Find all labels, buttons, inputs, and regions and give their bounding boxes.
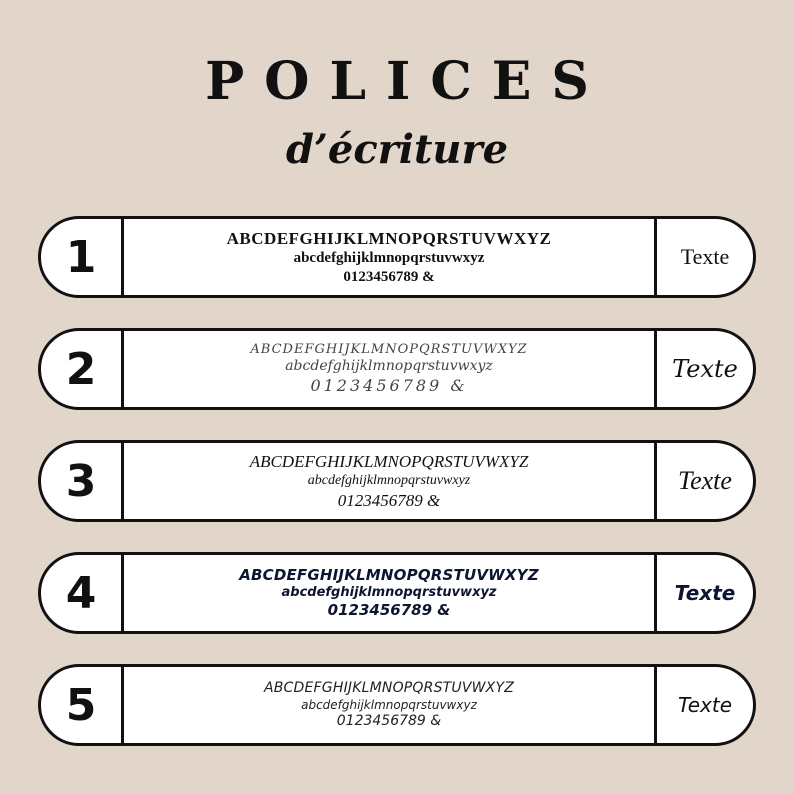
sample-lowercase: abcdefghijklmnopqrstuvwxyz	[293, 249, 485, 266]
font-number: 1	[41, 219, 124, 295]
sample-uppercase: ABCDEFGHIJKLMNOPQRSTUVWXYZ	[226, 228, 552, 248]
sample-lowercase: abcdefghijklmnopqrstuvwxyz	[301, 697, 477, 712]
font-number: 2	[41, 331, 124, 407]
font-number: 4	[41, 555, 124, 631]
font-number: 3	[41, 443, 124, 519]
font-option-5[interactable]	[38, 664, 756, 746]
sample-lowercase: abcdefghijklmnopqrstuvwxyz	[285, 358, 493, 375]
sample-digits: 0123456789 &	[343, 268, 435, 285]
font-preview: Texte	[674, 581, 736, 605]
page-subtitle: d’écriture	[285, 126, 509, 173]
font-option-2[interactable]	[38, 328, 756, 410]
sample-uppercase: ABCDEFGHIJKLMNOPQRSTUVWXYZ	[239, 566, 539, 585]
font-list	[38, 216, 756, 776]
page-title: POLICES	[205, 51, 609, 112]
sample-digits: 0123456789 &	[336, 712, 442, 729]
sample-uppercase: ABCDEFGHIJKLMNOPQRSTUVWXYZ	[250, 342, 528, 358]
font-option-4[interactable]	[38, 552, 756, 634]
sample-uppercase: ABCDEFGHIJKLMNOPQRSTUVWXYZ	[263, 680, 515, 696]
sample-uppercase: ABCDEFGHIJKLMNOPQRSTUVWXYZ	[249, 452, 529, 471]
font-sample	[124, 555, 657, 631]
font-sample	[124, 667, 657, 743]
sample-digits: 0123456789 &	[337, 490, 441, 510]
font-preview: Texte	[672, 355, 738, 383]
font-preview: Texte	[678, 466, 732, 495]
sample-lowercase: abcdefghijklmnopqrstuvwxyz	[281, 584, 497, 600]
font-option-3[interactable]	[38, 440, 756, 522]
font-option-1[interactable]	[38, 216, 756, 298]
sample-digits: 0123456789 &	[327, 601, 451, 620]
sample-lowercase: abcdefghijklmnopqrstuvwxyz	[307, 473, 471, 489]
font-sample	[124, 219, 657, 295]
font-sample	[124, 331, 657, 407]
font-preview: Texte	[680, 244, 730, 269]
sample-digits: 0123456789 &	[310, 375, 468, 395]
font-preview: Texte	[677, 693, 733, 717]
font-number: 5	[41, 667, 124, 743]
font-sample	[124, 443, 657, 519]
